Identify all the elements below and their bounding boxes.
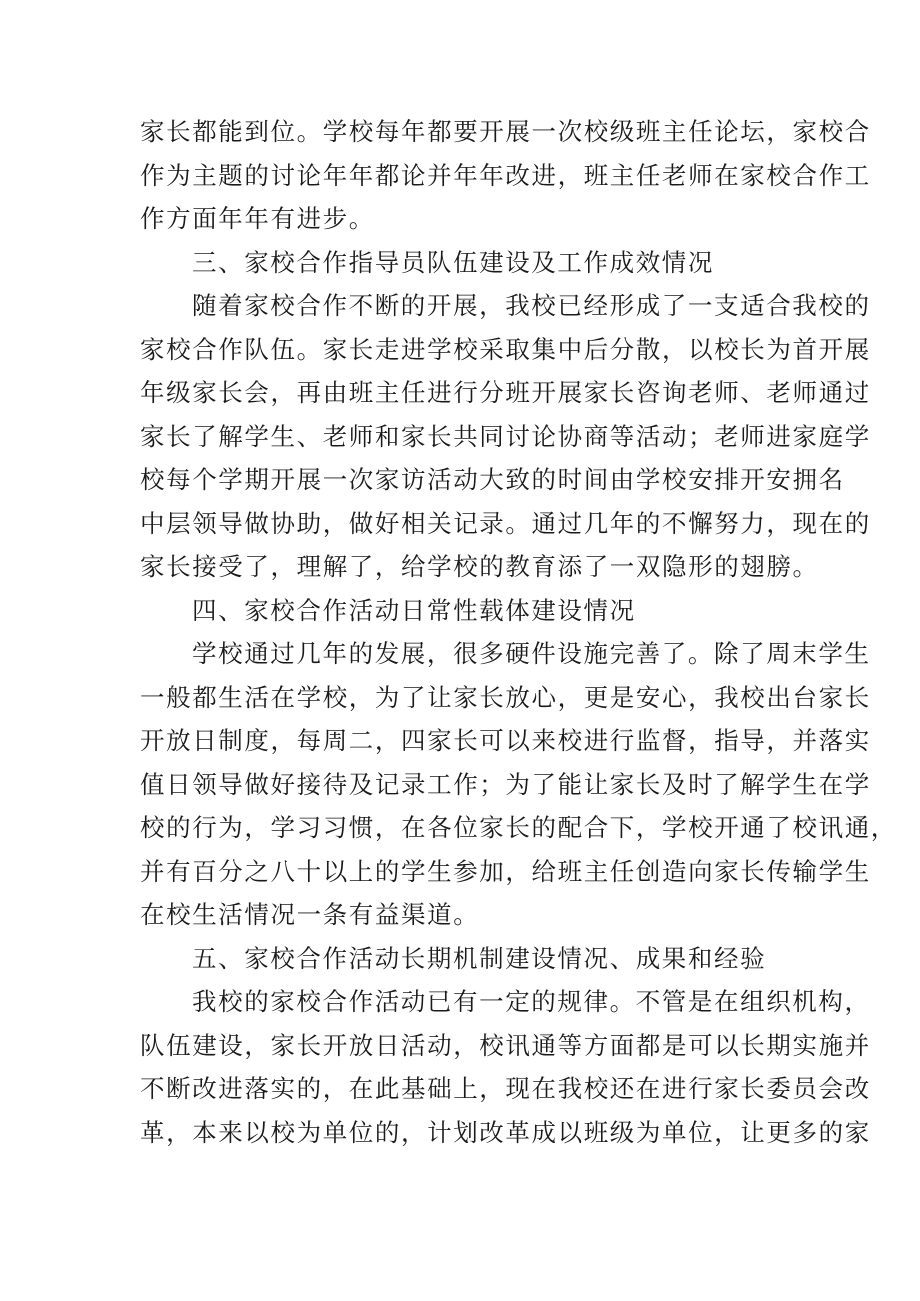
- text-line: 中层领导做协助，做好相关记录。通过几年的不懈努力，现在的: [140, 508, 871, 538]
- text-line: 作为主题的讨论年年都论并年年改进，班主任老师在家校合作工: [140, 160, 871, 190]
- text-line: 开放日制度，每周二，四家长可以来校进行监督，指导，并落实: [140, 726, 871, 755]
- text-line: 队伍建设，家长开放日活动，校讯通等方面都是可以长期实施并: [140, 1030, 871, 1060]
- text-line: 在校生活情况一条有益渠道。: [140, 900, 480, 929]
- text-line: 值日领导做好接待及记录工作；为了能让家长及时了解学生在学: [140, 769, 871, 799]
- text-line: 一般都生活在学校，为了让家长放心，更是安心，我校出台家长: [140, 682, 871, 712]
- text-line: 校每个学期开展一次家访活动大致的时间由学校安排开安拥名: [140, 465, 845, 494]
- text-line: 家校合作队伍。家长走进学校采取集中后分散，以校长为首开展: [140, 334, 871, 364]
- document-body: [140, 110, 897, 1154]
- text-line: 作方面年年有进步。: [140, 204, 375, 233]
- text-line: 家长了解学生、老师和家长共同讨论协商等活动；老师进家庭学: [140, 421, 871, 451]
- text-line: 我校的家校合作活动已有一定的规律。不管是在组织机构，: [192, 987, 871, 1016]
- text-line: 校的行为，学习习惯，在各位家长的配合下，学校开通了校讯通，: [140, 813, 897, 842]
- section-heading-3: 三、家校合作指导员队伍建设及工作成效情况: [192, 247, 714, 277]
- text-line: 随着家校合作不断的开展，我校已经形成了一支适合我校的: [192, 291, 871, 320]
- text-line: 学校通过几年的发展，很多硬件设施完善了。除了周末学生: [192, 639, 871, 668]
- text-line: 家长接受了，理解了，给学校的教育添了一双隐形的翅膀。: [140, 552, 819, 581]
- text-line: 家长都能到位。学校每年都要开展一次校级班主任论坛，家校合: [140, 117, 871, 146]
- section-heading-4: 四、家校合作活动日常性载体建设情况: [192, 595, 636, 625]
- text-line: 年级家长会，再由班主任进行分班开展家长咨询老师、老师通过: [140, 378, 871, 407]
- text-line: 不断改进落实的，在此基础上，现在我校还在进行家长委员会改: [140, 1074, 871, 1103]
- text-line: 并有百分之八十以上的学生参加，给班主任创造向家长传输学生: [140, 856, 871, 886]
- section-heading-5: 五、家校合作活动长期机制建设情况、成果和经验: [192, 943, 767, 973]
- text-line: 革，本来以校为单位的，计划改革成以班级为单位，让更多的家: [140, 1117, 871, 1147]
